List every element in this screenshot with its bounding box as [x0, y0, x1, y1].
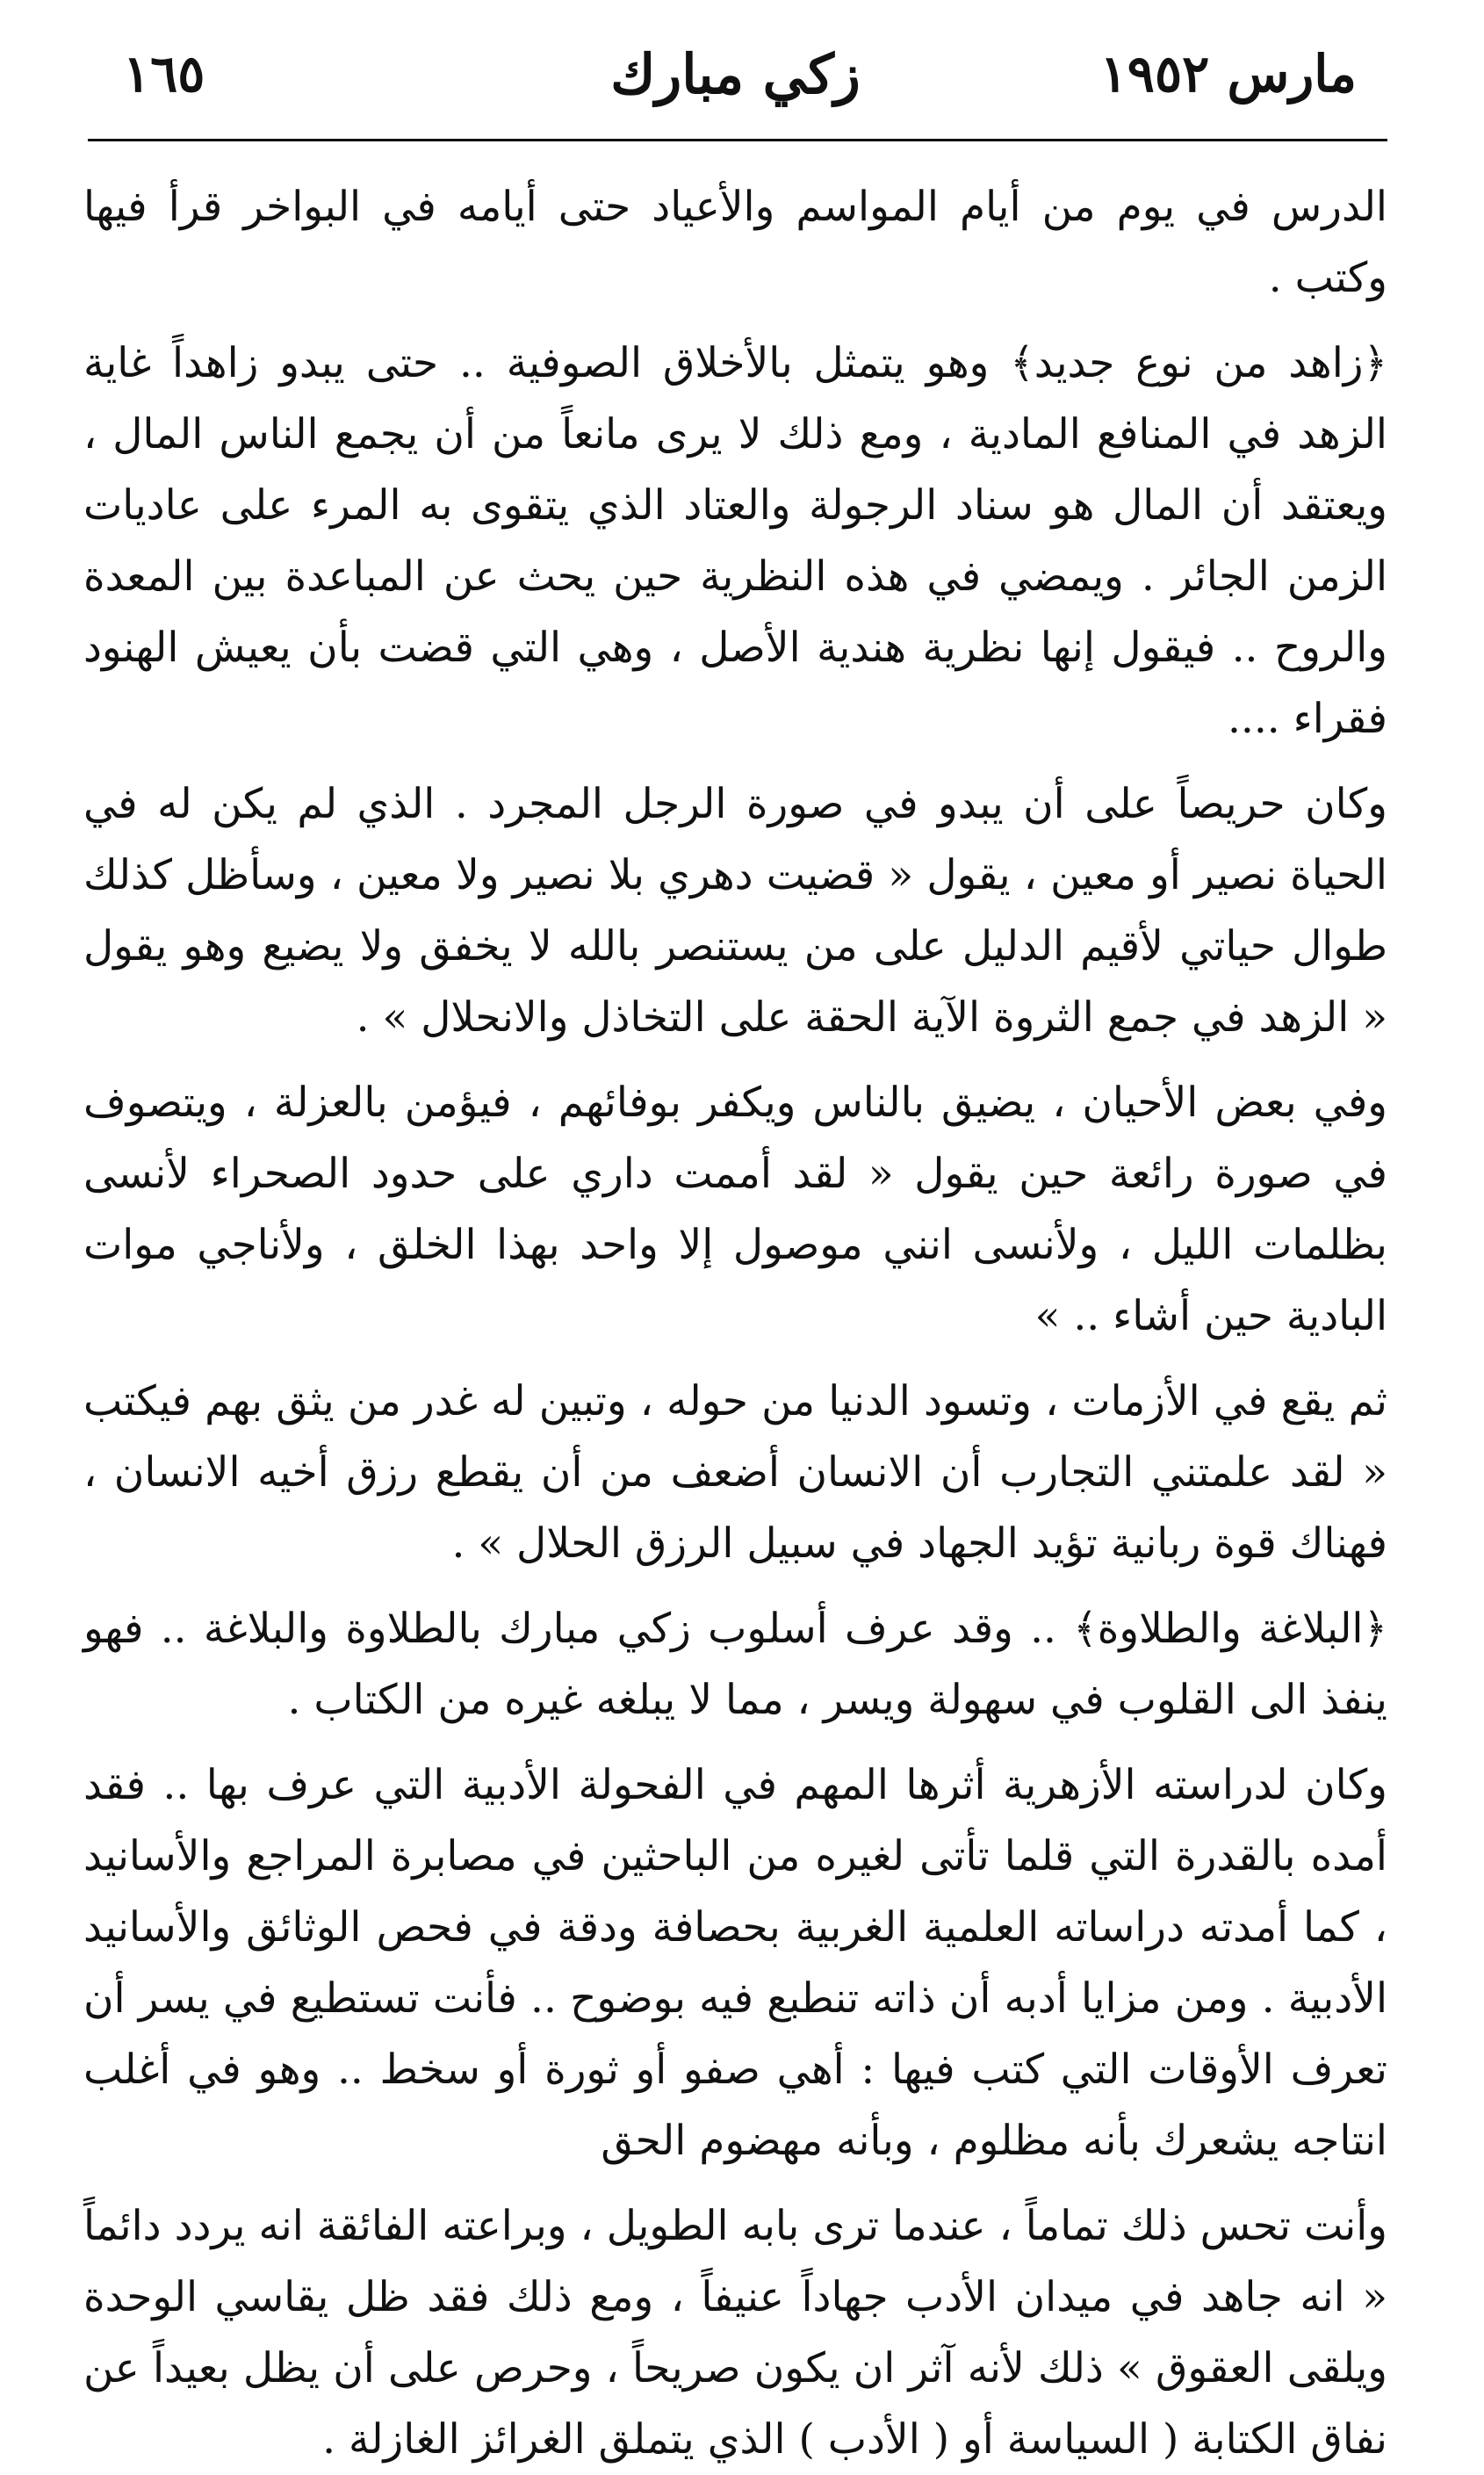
- paragraph-6: ﴿البلاغة والطلاوة﴾ .. وقد عرف أسلوب زكي مبارك بالطلاوة والبلاغة .. فهو ينفذ الى القلوب في سهولة ويسر ، مما لا يبلغه غيره من الكتاب .: [83, 1605, 1387, 1724]
- paragraph-7: وكان لدراسته الأزهرية أثرها المهم في الفحولة الأدبية التي عرف بها .. فقد أمده بالقدرة التي قلما تأتى لغيره من الباحثين في مصابرة المراجع والأسانيد ، كما أمدته دراساته العلمية الغربية بحصافة ودقة في فحص الوثائق والأسانيد الأدبية . ومن مزايا أدبه أن ذاته تنطبع فيه بوضوح .. فأنت تستطيع في يسر أن تعرف الأوقات التي كتب فيها : أهي صفو أو ثورة أو سخط .. وهو في أغلب انتاجه يشعرك بأنه مظلوم ، وبأنه مهضوم الحق: [83, 1761, 1387, 2165]
- header-date: مارس ١٩٥٢: [1099, 44, 1357, 104]
- page-number: ١٦٥: [123, 44, 205, 104]
- header-title: زكي مبارك: [610, 42, 861, 106]
- body-text: [83, 171, 1387, 2475]
- paragraph-3: وكان حريصاً على أن يبدو في صورة الرجل المجرد . الذي لم يكن له في الحياة نصير أو معين ، يقول « قضيت دهري بلا نصير ولا معين ، وسأظل كذلك طوال حياتي لأقيم الدليل على من يستنصر بالله لا يخفق ولا يضيع وهو يقول « الزهد في جمع الثروة الآية الحقة على التخاذل والانحلال » .: [83, 780, 1387, 1042]
- paragraph-4: وفي بعض الأحيان ، يضيق بالناس ويكفر بوفائهم ، فيؤمن بالعزلة ، ويتصوف في صورة رائعة حين يقول « لقد أممت داري على حدود الصحراء لأنسى بظلمات الليل ، ولأنسى انني موصول إلا واحد بهذا الخلق ، ولأناجي موات البادية حين أشاء .. »: [83, 1079, 1387, 1340]
- header-rule: [88, 139, 1387, 141]
- paragraph-5: ثم يقع في الأزمات ، وتسود الدنيا من حوله ، وتبين له غدر من يثق بهم فيكتب « لقد علمتني التجارب أن الانسان أضعف من أن يقطع رزق أخيه الانسان ، فهناك قوة ربانية تؤيد الجهاد في سبيل الرزق الحلال » .: [83, 1377, 1387, 1568]
- paragraph-8: وأنت تحس ذلك تماماً ، عندما ترى بابه الطويل ، وبراعته الفائقة انه يردد دائماً « انه جاهد في ميدان الأدب جهاداً عنيفاً ، ومع ذلك فقد ظل يقاسي الوحدة ويلقى العقوق » ذلك لأنه آثر ان يكون صريحاً ، وحرص على أن يظل بعيداً عن نفاق الكتابة ( السياسة أو ( الأدب ) الذي يتملق الغرائز الغازلة .: [83, 2202, 1387, 2464]
- paragraph-1: الدرس في يوم من أيام المواسم والأعياد حتى أيامه في البواخر قرأ فيها وكتب .: [83, 183, 1387, 302]
- running-header: [83, 0, 1387, 132]
- paragraph-2: ﴿زاهد من نوع جديد﴾ وهو يتمثل بالأخلاق الصوفية .. حتى يبدو زاهداً غاية الزهد في المنافع المادية ، ومع ذلك لا يرى مانعاً من أن يجمع الناس المال ، ويعتقد أن المال هو سناد الرجولة والعتاد الذي يتقوى به المرء على عاديات الزمن الجائر . ويمضي في هذه النظرية حين يحث عن المباعدة بين المعدة والروح .. فيقول إنها نظرية هندية الأصل ، وهي التي قضت بأن يعيش الهنود فقراء ....: [83, 339, 1387, 743]
